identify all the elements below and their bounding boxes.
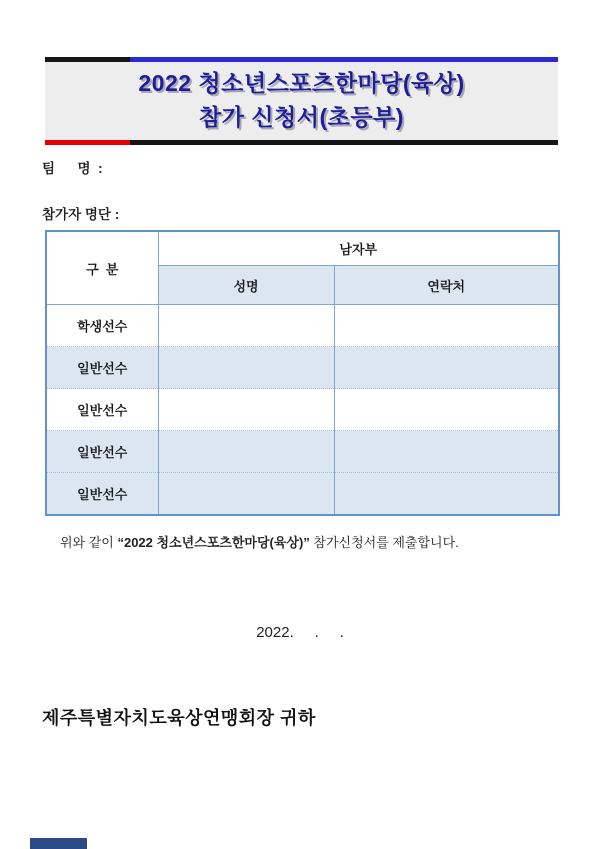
column-header-division: 남자부 — [158, 231, 559, 266]
name-cell[interactable] — [158, 431, 334, 473]
statement-event-title: “2022 청소년스포츠한마당(육상)” — [117, 535, 310, 550]
row-category-label: 일반선수 — [46, 473, 158, 516]
roster-label: 참가자 명단 : — [42, 207, 120, 222]
name-cell[interactable] — [158, 347, 334, 389]
contact-cell[interactable] — [334, 305, 559, 347]
column-header-contact: 연락처 — [334, 266, 559, 305]
document-title-line2: 참가 신청서(초등부) — [199, 104, 404, 130]
table-row — [46, 347, 559, 389]
name-cell[interactable] — [158, 389, 334, 431]
team-name-label: 팀 명 : — [42, 161, 103, 176]
column-header-name: 성명 — [158, 266, 334, 305]
table-row — [46, 305, 559, 347]
banner-titles — [45, 62, 558, 140]
participant-table — [45, 230, 560, 516]
recipient-line: 제주특별자치도육상연맹회장 귀하 — [42, 708, 316, 728]
row-category-label: 일반선수 — [46, 389, 158, 431]
contact-cell[interactable] — [334, 431, 559, 473]
row-category-label: 일반선수 — [46, 347, 158, 389]
table-row — [46, 431, 559, 473]
title-banner — [45, 57, 558, 145]
banner-bottom-rule — [45, 140, 558, 145]
row-category-label: 일반선수 — [46, 431, 158, 473]
statement-prefix: 위와 같이 — [60, 535, 118, 550]
statement-suffix: 참가신청서를 제출합니다. — [309, 535, 459, 550]
submission-statement — [60, 532, 560, 551]
document-title-line1: 2022 청소년스포츠한마당(육상) — [138, 70, 465, 96]
contact-cell[interactable] — [334, 473, 559, 516]
contact-cell[interactable] — [334, 389, 559, 431]
contact-cell[interactable] — [334, 347, 559, 389]
date-line: 2022. . . — [256, 624, 344, 641]
table-row — [46, 473, 559, 516]
table-body — [46, 305, 559, 516]
column-header-category: 구 분 — [46, 231, 158, 305]
name-cell[interactable] — [158, 305, 334, 347]
table-row — [46, 389, 559, 431]
row-category-label: 학생선수 — [46, 305, 158, 347]
footer-navy-mark — [30, 838, 87, 849]
name-cell[interactable] — [158, 473, 334, 516]
